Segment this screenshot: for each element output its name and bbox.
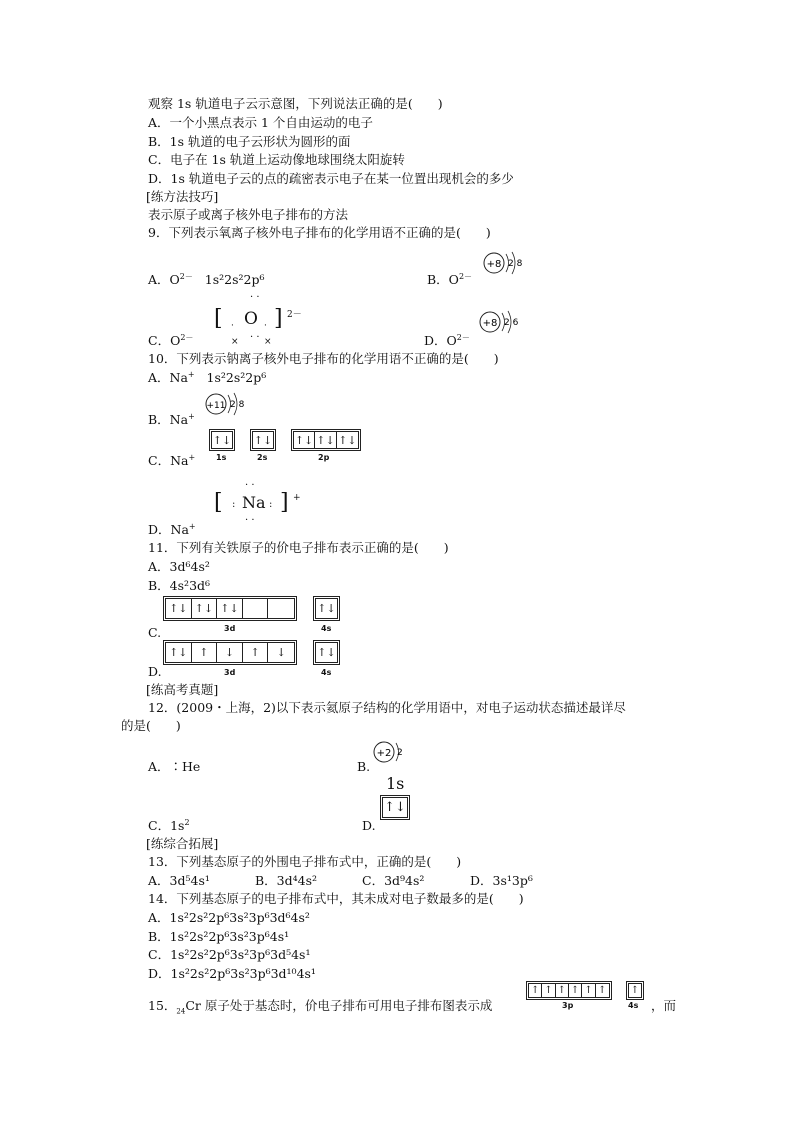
q12-stem: 12．(2009・上海，2)以下表示氦原子结构的化学用语中，对电子运动状态描述最详尽 (148, 700, 626, 715)
orbital-box-3d-d: ↑↓ ↑ ↓ ↑ ↓ (163, 640, 297, 665)
orbital-box-1s: ↑↓ (380, 795, 410, 820)
q10-stem: 10．下列表示钠离子核外电子排布的化学用语不正确的是( ) (148, 351, 499, 366)
orbital-box-1s: ↑↓ (209, 429, 235, 451)
orbital-label-1s: 1s (386, 774, 405, 793)
orbital-box-4s-d: ↑↓ (313, 640, 340, 665)
q13-option-b: B．3d⁴4s² (255, 873, 318, 888)
option-d: D．1s 轨道电子云的点的疏密表示电子在某一位置出现机会的多少 (148, 171, 514, 186)
shell-electrons: 2 8 (508, 259, 523, 269)
q14-option-a: A．1s²2s²2p⁶3s²3p⁶3d⁶4s² (148, 910, 310, 925)
q9-option-b-label: B．$O^{2-}$ (427, 271, 473, 287)
q12-option-c: C．$1s^2$ (148, 817, 190, 833)
orbital-box-2s: ↑↓ (250, 429, 276, 451)
q10-option-d: D．Na+ (148, 521, 196, 537)
orbital-box-3p: ↑ ↑ ↑ ↑ ↑ ↑ (526, 981, 612, 1000)
sodium-ion-atom-diagram (204, 391, 254, 417)
section-subheading: 表示原子或离子核外电子排布的方法 (148, 207, 349, 222)
q9-option-a: A．$O^{2-}$ 1s²2s²2p⁶ (148, 271, 265, 287)
bracket-left: [ (214, 306, 223, 331)
q14-stem: 14．下列基态原子的电子排布式中，其未成对电子数最多的是( ) (148, 891, 524, 906)
orbital-label-4s: 4s (628, 1001, 639, 1010)
orbital-label-3p: 3p (562, 1001, 574, 1010)
q14-option-d: D．1s²2s²2p⁶3s²3p⁶3d¹⁰4s¹ (148, 966, 316, 981)
orbital-label-1s: 1s (216, 453, 227, 462)
nucleus-charge: +8 (486, 259, 502, 270)
dots-bottom: · · (250, 332, 260, 343)
orbital-label-3d: 3d (224, 624, 236, 633)
svg-text:2 8: 2 8 (230, 400, 245, 410)
bracket-left: [ (214, 490, 223, 515)
orbital-label-2p: 2p (318, 453, 330, 462)
q12-option-a: A．∶He (148, 759, 201, 774)
q11-option-d: D. (148, 664, 162, 679)
q10-option-b: B．Na+ (148, 411, 195, 427)
q13-option-c: C．3d⁹4s² (362, 873, 425, 888)
q11-option-a: A．3d⁶4s² (148, 559, 210, 574)
q12-stem-cont: 的是( ) (121, 718, 181, 733)
svg-text:+8: +8 (482, 318, 498, 329)
svg-text:+2: +2 (376, 748, 392, 759)
dot-right: : (269, 499, 273, 510)
q10-option-a: A．Na+ 1s²2s²2p⁶ (148, 369, 267, 385)
q13-option-a: A．3d⁵4s¹ (148, 873, 210, 888)
svg-text:2 6: 2 6 (504, 318, 519, 328)
cross-right: · × (264, 321, 272, 347)
orbital-box-3d-c: ↑↓ ↑↓ ↑↓ (163, 596, 297, 621)
option-c: C．电子在 1s 轨道上运动像地球围绕太阳旋转 (148, 152, 405, 167)
q13-stem: 13．下列基态原子的外围电子排布式中，正确的是( ) (148, 854, 462, 869)
orbital-box-4s-c: ↑↓ (313, 596, 340, 621)
helium-atom-diagram (372, 739, 412, 765)
sodium-symbol: Na (242, 493, 266, 512)
q14-option-c: C．1s²2s²2p⁶3s²3p⁶3d⁵4s¹ (148, 947, 311, 962)
orbital-label-2s: 2s (257, 453, 268, 462)
orbital-box-4s: ↑ (626, 981, 644, 1000)
ion-charge: + (293, 493, 301, 503)
q15-tail: ，而 (651, 998, 677, 1013)
q9-stem: 9．下列表示氧离子核外电子排布的化学用语不正确的是( ) (148, 225, 491, 240)
option-a: A．一个小黑点表示 1 个自由运动的电子 (148, 115, 373, 130)
q11-option-c: C. (148, 625, 162, 640)
dots-top: · · (245, 480, 255, 491)
bracket-right: ] (274, 306, 283, 331)
orbital-label-3d: 3d (224, 668, 236, 677)
oxygen-atom-diagram (478, 308, 538, 336)
svg-text:2: 2 (397, 748, 403, 758)
q13-option-d: D．3s¹3p⁶ (470, 873, 533, 888)
dots-bottom: · · (245, 515, 255, 526)
oxygen-ion-atom-diagram (482, 250, 542, 276)
dots-top: · · (250, 292, 260, 303)
orbital-label-4s: 4s (321, 624, 332, 633)
q11-stem: 11．下列有关铁原子的价电子排布表示正确的是( ) (148, 540, 449, 555)
option-b: B．1s 轨道的电子云形状为圆形的面 (148, 134, 351, 149)
bracket-right: ] (280, 490, 289, 515)
orbital-box-2p: ↑↓ ↑↓ ↑↓ (291, 429, 361, 451)
q11-option-b: B．4s²3d⁶ (148, 578, 211, 593)
question-stem: 观察 1s 轨道电子云示意图，下列说法正确的是( ) (148, 96, 443, 111)
q12-option-d: D. (362, 818, 376, 833)
section-heading: [练方法技巧] (146, 189, 219, 204)
section-heading: [练高考真题] (146, 682, 219, 697)
oxygen-symbol: O (244, 309, 258, 329)
q10-option-c: C．Na+ (148, 452, 196, 468)
q14-option-b: B．1s²2s²2p⁶3s²3p⁶4s¹ (148, 929, 290, 944)
svg-text:+11: +11 (206, 401, 226, 411)
ion-charge: 2－ (287, 310, 302, 320)
orbital-label-4s: 4s (321, 668, 332, 677)
cross-left: · × (231, 321, 239, 347)
section-heading: [练综合拓展] (146, 836, 219, 851)
q9-option-d-label: D．$O^{2-}$ (424, 332, 470, 348)
q15-stem: 15．$_{24}$Cr 原子处于基态时，价电子排布可用电子排布图表示成 (148, 998, 493, 1016)
q9-option-c: C．$O^{2-}$ (148, 332, 194, 348)
dot-left: : (232, 499, 236, 510)
q12-option-b: B. (357, 759, 371, 774)
